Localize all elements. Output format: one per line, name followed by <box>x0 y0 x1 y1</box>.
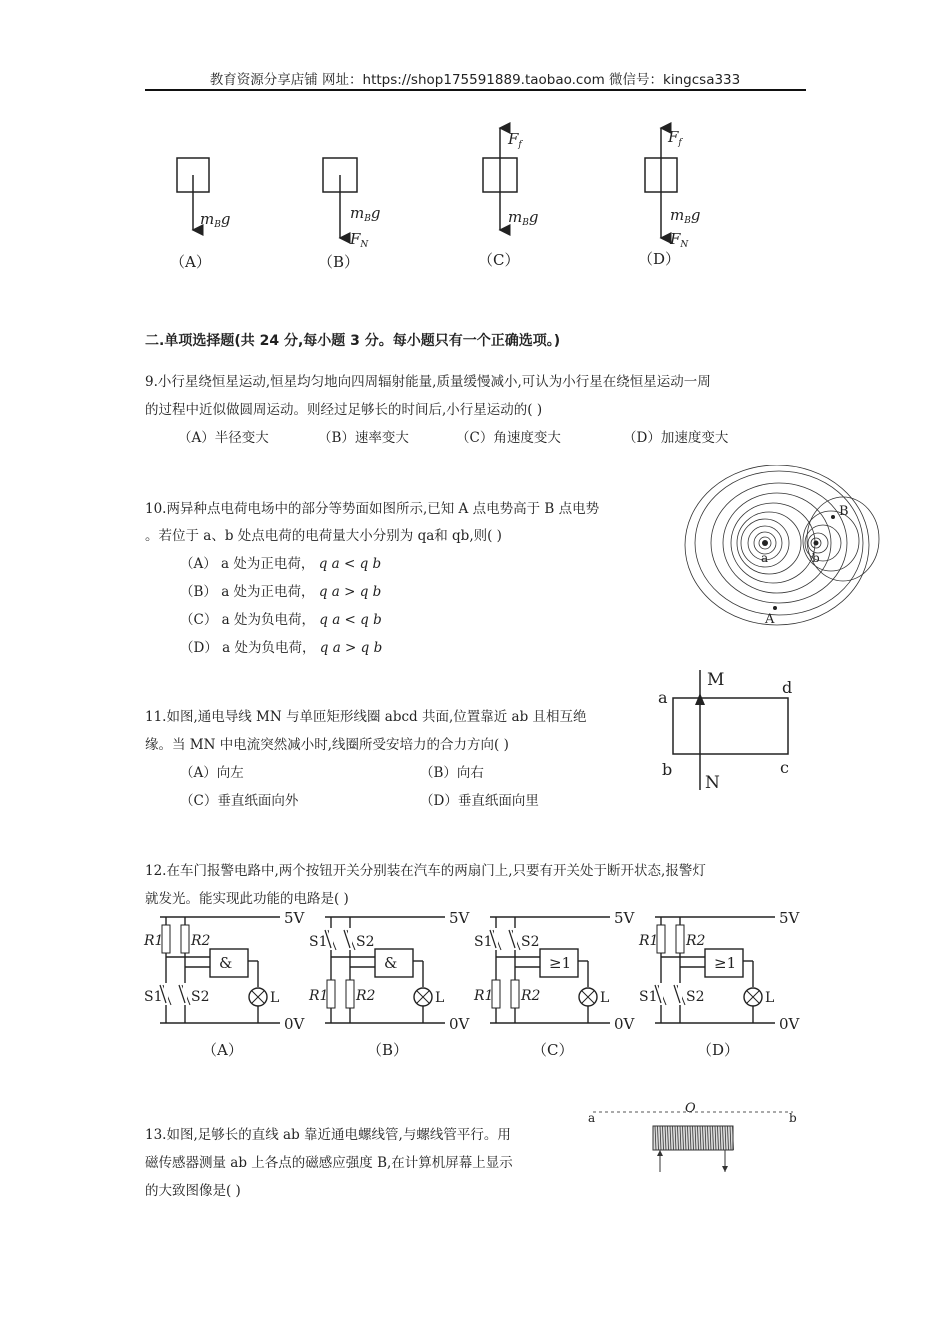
svg-text:5V: 5V <box>779 909 800 927</box>
svg-text:a: a <box>588 1111 596 1125</box>
circuit-b <box>308 909 471 1059</box>
svg-text:mBg: $m_Bg$ <box>670 206 701 226</box>
svg-text:R2: R2 <box>356 988 376 1004</box>
option-label: （B） <box>180 584 217 600</box>
header-divider <box>145 89 806 91</box>
svg-text:L: L <box>435 990 445 1006</box>
svg-text:S2: S2 <box>356 934 375 950</box>
page-header: 教育资源分享店铺 网址：https://shop175591889.taobao.com 微信号：kingcsa333 <box>209 72 741 88</box>
option-text: a 处为正电荷， <box>221 584 315 600</box>
svg-text:R2: R2 <box>686 933 706 949</box>
svg-text:R1: R1 <box>474 988 494 1004</box>
svg-text:b: b <box>812 551 820 565</box>
svg-text:≥1: ≥1 <box>714 954 737 972</box>
force-diagrams <box>150 120 730 280</box>
svg-text:S2: S2 <box>191 989 210 1005</box>
circuit-d <box>638 909 801 1059</box>
svg-text:mBg: $m_Bg$ <box>200 210 231 230</box>
svg-text:&: & <box>219 954 233 972</box>
option-text: a 处为负电荷， <box>222 640 316 656</box>
svg-text:5V: 5V <box>614 909 635 927</box>
q10-option-b <box>180 580 381 600</box>
svg-text:（C）: （C） <box>532 1041 574 1059</box>
option-relation: q a < q b <box>318 556 382 572</box>
svg-text:0V: 0V <box>779 1015 800 1033</box>
q9-option-a: （A）半径变大 <box>178 430 269 446</box>
q10-option-c <box>180 608 382 628</box>
svg-text:Ff: $F_f$ <box>668 128 682 148</box>
q10-stem-line2: 。若位于 a、b 处点电荷的电荷量大小分别为 qa和 qb,则( ) <box>145 528 502 544</box>
q10-option-a <box>180 552 381 572</box>
circuit-figures <box>140 905 810 1065</box>
q12-stem-line2: 就发光。能实现此功能的电路是( ) <box>145 891 349 907</box>
svg-text:5V: 5V <box>284 909 305 927</box>
svg-text:（A）: （A） <box>202 1041 243 1059</box>
q13-stem-line3: 的大致图像是( ) <box>145 1183 241 1199</box>
force-diagram-d <box>638 128 700 268</box>
force-diagram-b <box>318 158 380 271</box>
svg-text:Ff: $F_f$ <box>508 130 522 150</box>
svg-text:R1: R1 <box>309 988 329 1004</box>
svg-text:&: & <box>384 954 398 972</box>
svg-text:S2: S2 <box>521 934 540 950</box>
svg-text:b: b <box>789 1111 797 1125</box>
svg-text:0V: 0V <box>449 1015 470 1033</box>
svg-text:FN: $F_N$ <box>670 230 689 250</box>
svg-text:A: A <box>765 612 775 627</box>
svg-text:L: L <box>600 990 610 1006</box>
option-label: （A） <box>180 556 217 572</box>
q9-stem-line1: 9.小行星绕恒星运动,恒星均匀地向四周辐射能量,质量缓慢减小,可认为小行星在绕恒星运动一周 <box>145 374 711 390</box>
svg-text:B: B <box>839 504 849 519</box>
q9-option-d: （D）加速度变大 <box>623 430 729 446</box>
option-label: （D） <box>180 640 218 656</box>
svg-text:R2: R2 <box>521 988 541 1004</box>
svg-text:（D）: （D） <box>697 1041 740 1059</box>
q13-stem-line2: 磁传感器测量 ab 上各点的磁感应强度 B,在计算机屏幕上显示 <box>145 1155 513 1171</box>
svg-text:≥1: ≥1 <box>549 954 572 972</box>
svg-text:a: a <box>658 688 668 707</box>
q11-option-a: （A）向左 <box>180 765 244 781</box>
q11-option-c: （C）垂直纸面向外 <box>180 793 299 809</box>
svg-text:a: a <box>761 551 769 565</box>
svg-text:d: d <box>782 678 793 697</box>
svg-text:R2: R2 <box>191 933 211 949</box>
q11-option-d: （D）垂直纸面向里 <box>420 793 539 809</box>
svg-text:c: c <box>780 758 789 777</box>
q11-stem-line2: 缘。当 MN 中电流突然减小时,线圈所受安培力的合力方向( ) <box>145 737 509 753</box>
circuit-c <box>473 909 636 1059</box>
q9-option-c: （C）角速度变大 <box>456 430 561 446</box>
q10-option-d <box>180 636 382 656</box>
svg-text:L: L <box>270 990 280 1006</box>
svg-text:S1: S1 <box>639 989 658 1005</box>
svg-text:5V: 5V <box>449 909 470 927</box>
q11-option-b: （B）向右 <box>420 765 484 781</box>
q12-stem-line1: 12.在车门报警电路中,两个按钮开关分别装在汽车的两扇门上,只要有开关处于断开状态,报警灯 <box>145 863 706 879</box>
force-diagram-c <box>478 128 538 269</box>
svg-text:S1: S1 <box>309 934 328 950</box>
svg-text:M: M <box>707 670 725 690</box>
svg-text:R1: R1 <box>144 933 164 949</box>
svg-text:（C）: （C） <box>478 251 520 269</box>
svg-text:（A）: （A） <box>170 253 211 271</box>
svg-text:mBg: $m_Bg$ <box>508 208 539 228</box>
option-relation: q a > q b <box>319 640 383 656</box>
svg-text:mBg: $m_Bg$ <box>350 204 381 224</box>
svg-text:N: N <box>705 773 720 793</box>
option-relation: q a > q b <box>318 584 382 600</box>
q11-stem-line1: 11.如图,通电导线 MN 与单匝矩形线圈 abcd 共面,位置靠近 ab 且相互绝 <box>145 709 587 725</box>
section-title: 二.单项选择题(共 24 分,每小题 3 分。每小题只有一个正确选项。) <box>145 333 561 349</box>
svg-text:O: O <box>685 1101 696 1116</box>
circuit-a <box>143 909 306 1059</box>
q10-stem-line1: 10.两异种点电荷电场中的部分等势面如图所示,已知 A 点电势高于 B 点电势 <box>145 501 600 517</box>
svg-text:FN: $F_N$ <box>350 230 369 250</box>
solenoid-figure <box>585 1100 805 1180</box>
svg-text:L: L <box>765 990 775 1006</box>
option-text: a 处为正电荷， <box>221 556 315 572</box>
svg-text:0V: 0V <box>614 1015 635 1033</box>
svg-text:S1: S1 <box>474 934 493 950</box>
svg-text:（D）: （D） <box>638 250 681 268</box>
svg-text:S2: S2 <box>686 989 705 1005</box>
svg-text:b: b <box>662 760 673 779</box>
q9-stem-line2: 的过程中近似做圆周运动。则经过足够长的时间后,小行星运动的( ) <box>145 402 543 418</box>
option-relation: q a < q b <box>319 612 382 628</box>
force-diagram-a <box>170 158 230 271</box>
svg-text:（B）: （B） <box>318 253 360 271</box>
coil-figure <box>655 665 805 795</box>
equipotential-figure <box>683 465 883 635</box>
option-label: （C） <box>180 612 218 628</box>
q13-stem-line1: 13.如图,足够长的直线 ab 靠近通电螺线管,与螺线管平行。用 <box>145 1127 511 1143</box>
q9-option-b: （B）速率变大 <box>318 430 409 446</box>
svg-text:0V: 0V <box>284 1015 305 1033</box>
option-text: a 处为负电荷， <box>221 612 315 628</box>
svg-text:（B）: （B） <box>367 1041 409 1059</box>
svg-text:S1: S1 <box>144 989 163 1005</box>
svg-text:R1: R1 <box>639 933 659 949</box>
